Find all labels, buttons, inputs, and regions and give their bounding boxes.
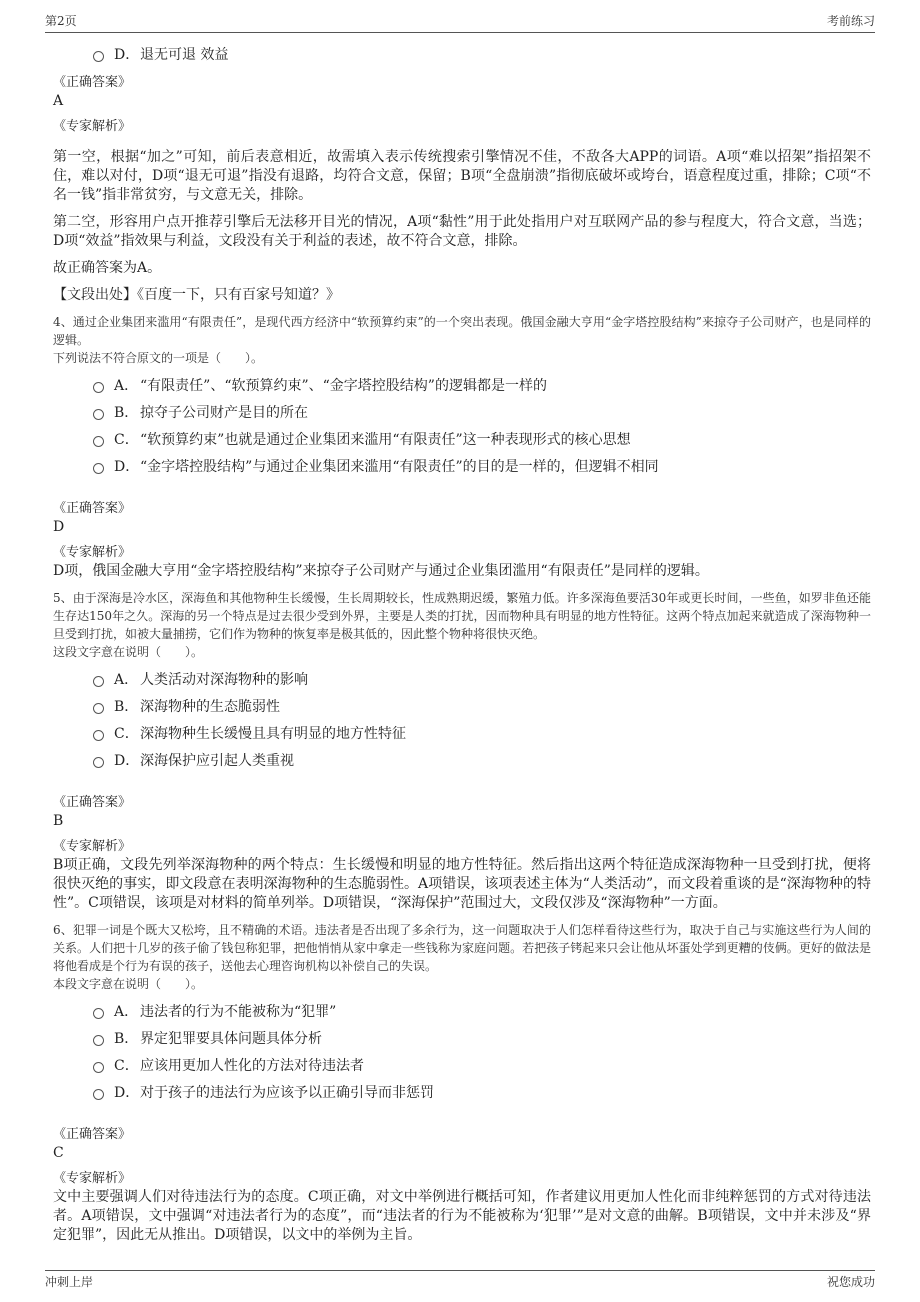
q4-answer: D [53,519,65,535]
radio-icon[interactable] [93,463,104,474]
radio-icon[interactable] [93,757,104,768]
q5-option-b[interactable]: B． 深海物种的生态脆弱性 [53,692,871,719]
q3-analysis-3: 故正确答案为A。 [53,260,162,276]
analysis-label: 《专家解析》 [53,119,132,134]
radio-icon[interactable] [93,436,104,447]
page-footer [45,1270,875,1293]
radio-icon[interactable] [93,1089,104,1100]
q4-option-b[interactable]: B． 掠夺子公司财产是目的所在 [53,398,871,425]
q5-analysis: B项正确，文段先列举深海物种的两个特点：生长缓慢和明显的地方性特征。然后指出这两个特征造成深海物种一旦受到打扰，便将很快灭绝的事实，即文段意在表明深海物种的生态脆弱性。A项错误，该项表述主体为“人类活动”，而文段着重谈的是“深海物种的特性”。C项错误，该项是对材料的简单列举。D项错误，“深海保护”范围过大，文段仅涉及“深海物种”一方面。 [53,857,871,911]
answer-label: 《正确答案》 [53,795,132,810]
q3-option-d[interactable]: D． 退无可退 效益 [53,40,871,67]
radio-icon[interactable] [93,1008,104,1019]
radio-icon[interactable] [93,730,104,741]
analysis-label: 《专家解析》 [53,839,132,854]
radio-icon[interactable] [93,382,104,393]
radio-icon[interactable] [93,1062,104,1073]
q4-option-d[interactable]: D． “金字塔控股结构”与通过企业集团来滥用“有限责任”的目的是一样的，但逻辑不相同 [53,452,871,479]
q6-option-c[interactable]: C． 应该用更加人性化的方法对待违法者 [53,1051,871,1078]
page-content [53,40,871,1253]
q6-option-b[interactable]: B． 界定犯罪要具体问题具体分析 [53,1024,871,1051]
q4-prompt: 下列说法不符合原文的一项是（ ）。 [53,351,264,365]
page-number: 第2页 [45,14,77,28]
q6-option-a[interactable]: A． 违法者的行为不能被称为“犯罪” [53,997,871,1024]
q5-stem: 5、由于深海是冷水区，深海鱼和其他物种生长缓慢，生长周期较长，性成熟期迟缓，繁殖力低。许多深海鱼要活30年或更长时间，一些鱼，如罗非鱼还能生存达150年之久。深海的另一个特点是过去很少受到外界，主要是人类的打扰，因而物种具有明显的地方性特征。这两个特点加起来就造成了深海物种一旦受到打扰，如被大量捕捞，它们作为物种的恢复率是极其低的，因此整个物种将很快灭绝。 [53,591,871,641]
radio-icon[interactable] [93,1035,104,1046]
footer-right: 祝您成功 [826,1275,875,1289]
page-header [45,12,875,33]
answer-label: 《正确答案》 [53,501,132,516]
radio-icon[interactable] [93,703,104,714]
q3-answer: A [53,93,64,109]
analysis-label: 《专家解析》 [53,545,132,560]
q5-option-d[interactable]: D． 深海保护应引起人类重视 [53,746,871,773]
q4-option-a[interactable]: A． “有限责任”、“软预算约束”、“金字塔控股结构”的逻辑都是一样的 [53,371,871,398]
q4-option-c[interactable]: C． “软预算约束”也就是通过企业集团来滥用“有限责任”这一种表现形式的核心思想 [53,425,871,452]
q6-option-d[interactable]: D． 对于孩子的违法行为应该予以正确引导而非惩罚 [53,1078,871,1105]
header-title: 考前练习 [826,14,875,28]
radio-icon[interactable] [93,409,104,420]
q4-analysis: D项，俄国金融大亨用“金字塔控股结构”来掠夺子公司财产与通过企业集团滥用“有限责任”是同样的逻辑。 [53,563,709,579]
q3-source: 【文段出处】《百度一下，只有百家号知道？》 [53,287,340,303]
q3-analysis-1: 第一空，根据“加之”可知，前后表意相近，故需填入表示传统搜索引擎情况不佳，不敌各大APP的词语。A项“难以招架”指招架不住，难以对付，D项“退无可退”指没有退路，均符合文意，保留；B项“全盘崩溃”指彻底破坏或垮台，语意程度过重，排除；C项“不名一钱”指非常贫穷，与文意无关，排除。 [53,149,871,203]
q6-analysis: 文中主要强调人们对待违法行为的态度。C项正确，对文中举例进行概括可知，作者建议用更加人性化而非纯粹惩罚的方式对待违法者。A项错误，文中强调“对违法者行为的态度”，而“违法者的行为不能被称为‘犯罪’”是对文意的曲解。B项错误，文中并未涉及“界定犯罪”，因此无从推出。D项错误，以文中的举例为主旨。 [53,1189,871,1243]
q6-stem: 6、犯罪一词是个既大又松垮，且不精确的术语。违法者是否出现了多余行为，这一问题取决于人们怎样看待这些行为，取决于自己与实施这些行为人间的关系。人们把十几岁的孩子偷了钱包称犯罪，把他悄悄从家中拿走一些钱称为家庭问题。若把孩子铐起来只会让他从坏蛋处学到更糟的伎俩。更好的做法是将他看成是个行为有误的孩子，送他去心理咨询机构以补偿自己的失误。 [53,923,871,973]
q5-option-c[interactable]: C． 深海物种生长缓慢且具有明显的地方性特征 [53,719,871,746]
footer-left: 冲刺上岸 [45,1275,94,1289]
q6-answer: C [53,1145,64,1161]
radio-icon[interactable] [93,676,104,687]
q6-prompt: 本段文字意在说明（ ）。 [53,977,204,991]
analysis-label: 《专家解析》 [53,1171,132,1186]
q5-answer: B [53,813,64,829]
radio-icon[interactable] [93,51,104,62]
q5-prompt: 这段文字意在说明（ ）。 [53,645,204,659]
q3-analysis-2: 第二空，形容用户点开推荐引擎后无法移开目光的情况，A项“黏性”用于此处指用户对互联网产品的参与程度大，符合文意，当选；D项“效益”指效果与利益，文段没有关于利益的表述，故不符合文意，排除。 [53,214,871,249]
q4-stem: 4、通过企业集团来滥用“有限责任”，是现代西方经济中“软预算约束”的一个突出表现。俄国金融大亨用“金字塔控股结构”来掠夺子公司财产，也是同样的逻辑。 [53,315,871,347]
answer-label: 《正确答案》 [53,75,132,90]
answer-label: 《正确答案》 [53,1127,132,1142]
q5-option-a[interactable]: A． 人类活动对深海物种的影响 [53,665,871,692]
